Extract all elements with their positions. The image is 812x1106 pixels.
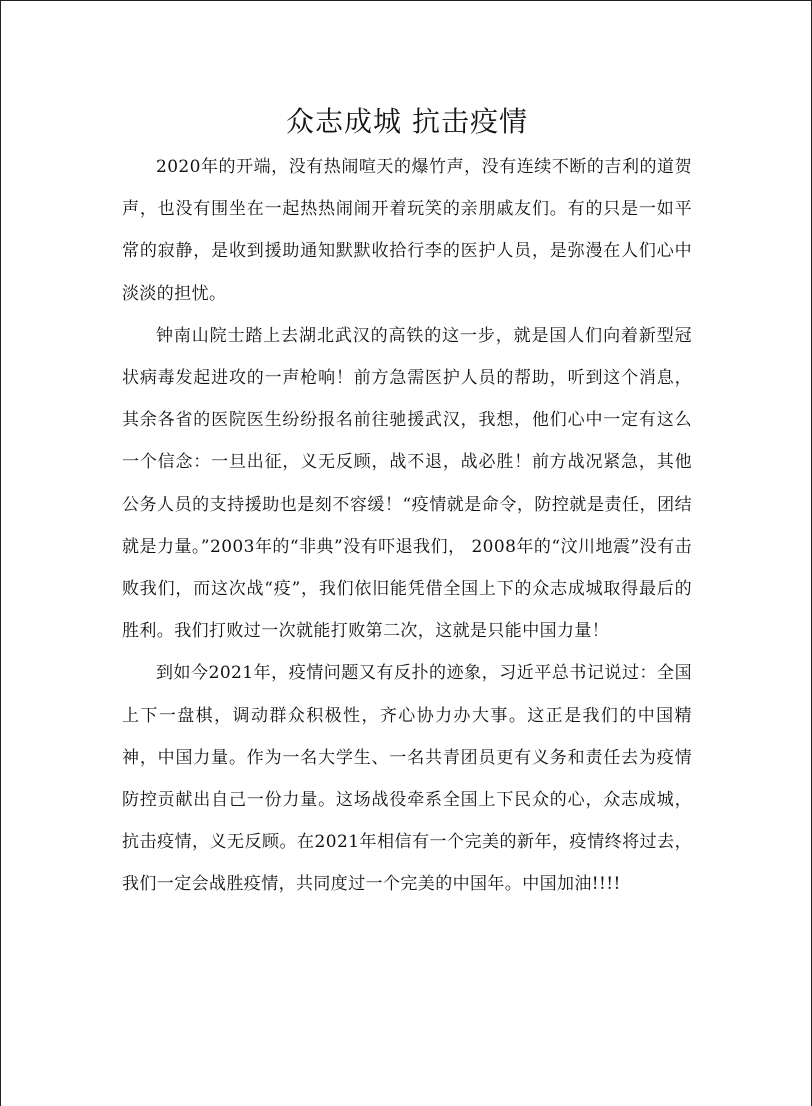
paragraph-3: 到如今2021年，疫情问题又有反扑的迹象，习近平总书记说过：全国上下一盘棋，调动群众积极性，齐心协力办大事。这正是我们的中国精神，中国力量。作为一名大学生、一名共青团员更有义务和责任去为疫情防控贡献出自己一份力量。这场战役牵系全国上下民众的心，众志成城，抗击疫情，义无反顾。在2021年相信有一个完美的新年，疫情终将过去，我们一定会战胜疫情，共同度过一个完美的中国年。中国加油!!!! bbox=[122, 663, 692, 895]
document-body bbox=[122, 146, 692, 906]
document-title: 众志成城 抗击疫情 bbox=[286, 105, 528, 138]
paragraph-2: 钟南山院士踏上去湖北武汉的高铁的这一步，就是国人们向着新型冠状病毒发起进攻的一声枪响！前方急需医护人员的帮助，听到这个消息，其余各省的医院医生纷纷报名前往驰援武汉，我想，他们心中一定有这么一个信念：一旦出征，义无反顾，战不退，战必胜！前方战况紧急，其他公务人员的支持援助也是刻不容缓！“疫情就是命令，防控就是责任，团结就是力量。”2003年的“非典”没有吓退我们， 2008年的“汶川地震”没有击败我们，而这次战“疫”，我们依旧能凭借全国上下的众志成城取得最后的胜利。我们打败过一次就能打败第二次，这就是只能中国力量！ bbox=[122, 325, 692, 642]
paragraph-1: 2020年的开端，没有热闹喧天的爆竹声，没有连续不断的吉利的道贺声，也没有围坐在一起热热闹闹开着玩笑的亲朋戚友们。有的只是一如平常的寂静，是收到援助通知默默收拾行李的医护人员，是弥漫在人们心中淡淡的担忧。 bbox=[122, 157, 692, 304]
